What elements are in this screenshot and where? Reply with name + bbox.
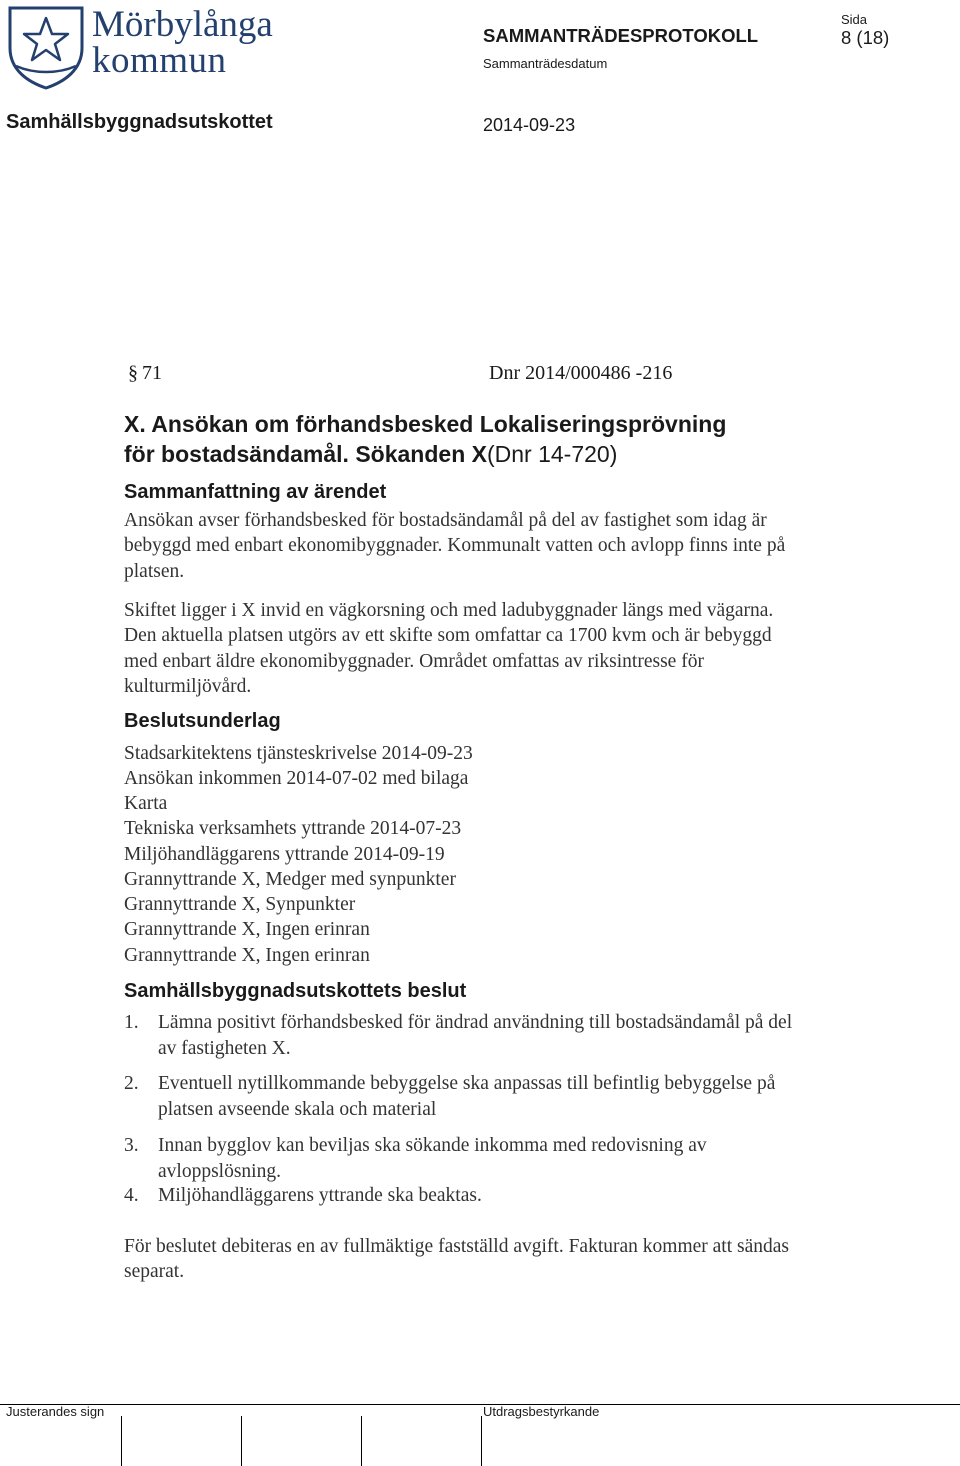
decision-item-number: 2. xyxy=(124,1073,139,1094)
basis-document-item: Ansökan inkommen 2014-07-02 med bilaga xyxy=(124,768,469,789)
case-title-line1: X. Ansökan om förhandsbesked Lokaliseringsprövning xyxy=(124,411,727,437)
paragraph-number: 71 xyxy=(142,362,162,384)
protocol-title: SAMMANTRÄDESPROTOKOLL xyxy=(483,25,759,46)
case-title-line2 xyxy=(124,439,726,469)
decision-item xyxy=(124,1010,804,1061)
decision-basis-heading: Beslutsunderlag xyxy=(124,710,281,732)
basis-document-item: Grannyttrande X, Synpunkter xyxy=(124,894,356,915)
logo-name-line2: kommun xyxy=(92,40,227,81)
basis-document-item: Grannyttrande X, Ingen erinran xyxy=(124,945,370,966)
page-number: 8 (18) xyxy=(841,27,890,48)
basis-document-item: Grannyttrande X, Ingen erinran xyxy=(124,919,370,940)
signature-box-divider xyxy=(241,1416,242,1466)
decision-item-text: Eventuell nytillkommande bebyggelse ska anpassas till befintlig bebyggelse på platsen avseende skala och material xyxy=(158,1073,776,1120)
decision-item xyxy=(124,1183,804,1209)
meeting-date-label: Sammanträdesdatum xyxy=(483,56,608,71)
decision-item xyxy=(124,1071,804,1122)
basis-document-item: Karta xyxy=(124,793,168,814)
municipality-logo-text xyxy=(92,4,273,81)
signature-box-divider xyxy=(121,1416,122,1466)
case-title-line2-bold: för bostadsändamål. Sökanden X xyxy=(124,441,487,467)
case-reference-number: Dnr 2014/000486 -216 xyxy=(489,362,673,384)
page-label: Sida xyxy=(841,12,868,27)
basis-document-item: Miljöhandläggarens yttrande 2014-09-19 xyxy=(124,844,445,865)
decision-item-number: 3. xyxy=(124,1135,139,1156)
summary-paragraph-1: Ansökan avser förhandsbesked för bostadsändamål på del av fastighet som idag är bebyggd med enbart ekonomibyggnader. Kommunalt vatten och avlopp finns inte på platsen. xyxy=(124,510,786,582)
decision-item-text: Miljöhandläggarens yttrande ska beaktas. xyxy=(158,1185,482,1206)
decision-item xyxy=(124,1133,804,1184)
adjuster-signature-label: Justerandes sign xyxy=(6,1404,105,1419)
paragraph-symbol: § xyxy=(128,362,138,384)
decision-item-text: Lämna positivt förhandsbesked för ändrad användning till bostadsändamål på del av fastigheten X. xyxy=(158,1012,793,1059)
meeting-date: 2014-09-23 xyxy=(483,115,576,135)
signature-box-divider xyxy=(361,1416,362,1466)
footer-divider xyxy=(0,1404,960,1405)
decision-item-text: Innan bygglov kan beviljas ska sökande inkomma med redovisning av avloppslösning. xyxy=(158,1135,707,1182)
fee-note: För beslutet debiteras en av fullmäktige fastställd avgift. Fakturan kommer att sändas separat. xyxy=(124,1236,789,1283)
basis-document-item: Grannyttrande X, Medger med synpunkter xyxy=(124,869,456,890)
basis-document-item: Tekniska verksamhets yttrande 2014-07-23 xyxy=(124,818,462,839)
basis-document-item: Stadsarkitektens tjänsteskrivelse 2014-09-23 xyxy=(124,743,473,764)
committee-name: Samhällsbyggnadsutskottet xyxy=(6,111,273,133)
logo-name-line1: Mörbylånga xyxy=(92,4,273,45)
case-title xyxy=(124,409,726,469)
decision-item-number: 4. xyxy=(124,1185,139,1206)
signature-box-divider xyxy=(481,1416,482,1466)
summary-heading: Sammanfattning av ärendet xyxy=(124,481,387,503)
municipality-coat-of-arms-icon xyxy=(6,4,86,90)
extract-certification-label: Utdragsbestyrkande xyxy=(483,1404,600,1419)
decision-heading: Samhällsbyggnadsutskottets beslut xyxy=(124,980,467,1002)
summary-paragraph-2: Skiftet ligger i X invid en vägkorsning och med ladubyggnader längs med vägarna. Den aktuella platsen utgörs av ett skifte som omfattar ca 1700 kvm och är bebyggd med enbart äldre ekonomibyggnader. Området omfattas av riksintresse för kulturmiljövård. xyxy=(124,600,774,697)
case-title-dnr: (Dnr 14-720) xyxy=(486,441,618,467)
decision-item-number: 1. xyxy=(124,1012,139,1033)
